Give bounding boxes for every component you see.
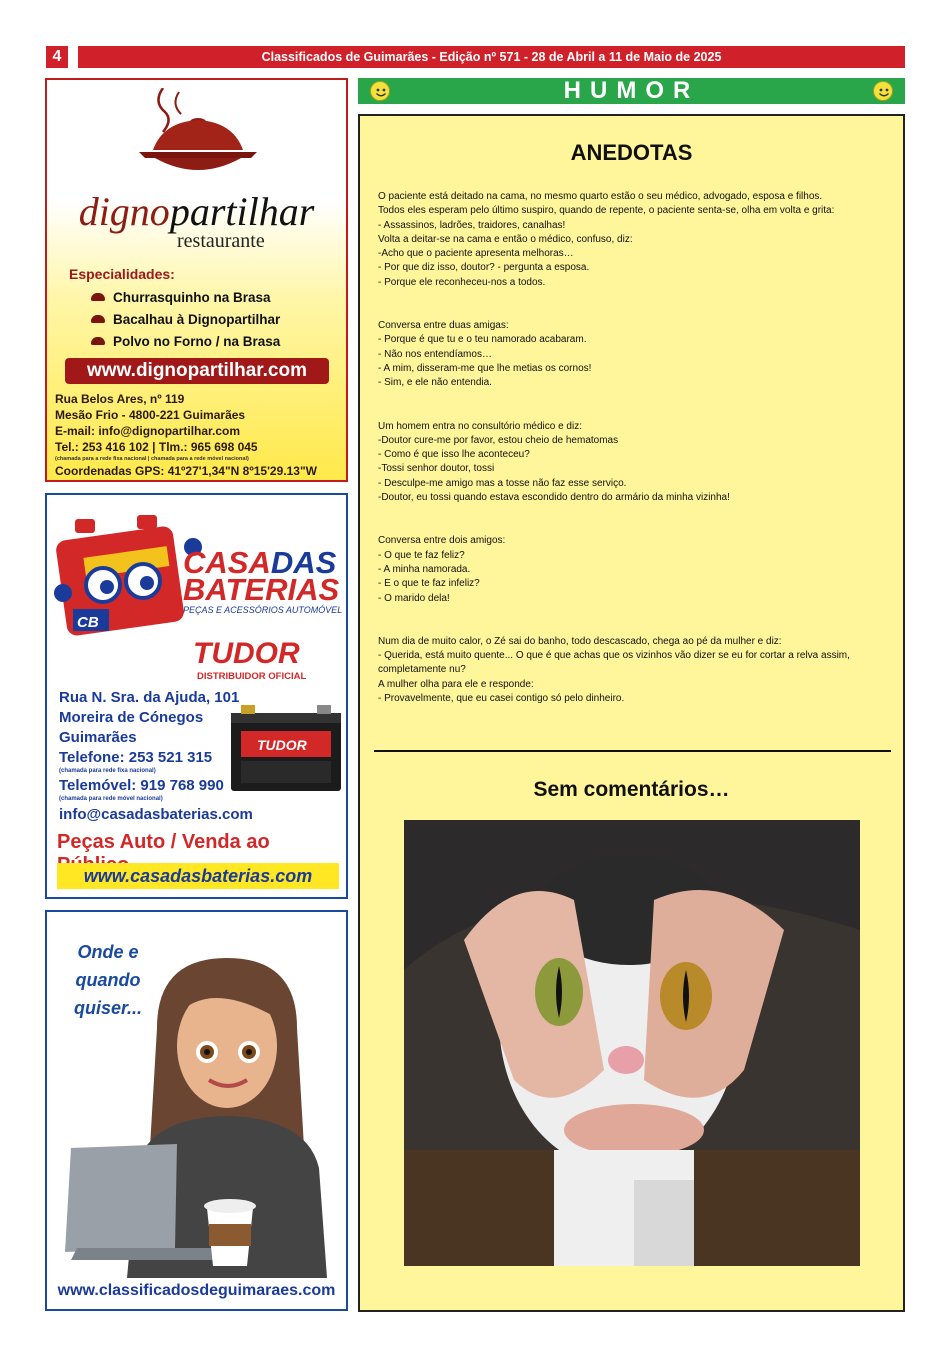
- website-link[interactable]: www.classificadosdeguimaraes.com: [57, 1282, 336, 1299]
- brand-logo: [47, 188, 346, 235]
- joke-line: -Tossi senhor doutor, tossi: [378, 463, 495, 475]
- mobile-text: Telemóvel: 919 768 990: [59, 777, 224, 794]
- mascot-label: CB: [77, 614, 99, 631]
- dish-icon: [91, 315, 105, 323]
- no-comment-title: Sem comentários…: [533, 778, 730, 801]
- page-number: 4: [46, 46, 68, 68]
- joke-line: -Acho que o paciente apresenta melhoras…: [378, 248, 574, 260]
- website-link[interactable]: www.dignopartilhar.com: [65, 358, 329, 384]
- brand-das: DAS: [270, 545, 337, 580]
- batteries-brand: [183, 545, 340, 607]
- gps-text: Coordenadas GPS: 41º27'1,34"N 8º15'29.13"W: [55, 464, 317, 478]
- brand-casa: CASA: [183, 545, 271, 580]
- email-text: info@casadasbaterias.com: [59, 806, 253, 823]
- jokes-list: [378, 190, 893, 735]
- joke-line: - A mim, disseram-me que lhe metias os cornos!: [378, 362, 592, 374]
- section-divider: [374, 750, 891, 752]
- joke-line: - Querida, está muito quente... O que é que achas que os vizinhos vão dizer se eu for cortar a relva assim, completamente nu?: [378, 650, 850, 676]
- joke-line: - Porque é que tu e o teu namorado acabaram.: [378, 334, 587, 346]
- specialties-title: Especialidades:: [69, 266, 175, 282]
- address-line: Mesão Frio - 4800-221 Guimarães: [55, 408, 246, 422]
- joke-item: [378, 190, 893, 290]
- joke-line: - E o que te faz infeliz?: [378, 578, 480, 590]
- joke-line: O paciente está deitado na cama, no mesmo quarto estão o seu médico, advogado, esposa e filhos.: [378, 191, 823, 202]
- specialty-label: Churrasquinho na Brasa: [113, 290, 271, 305]
- jokes-title: ANEDOTAS: [570, 140, 693, 165]
- tagline: Peças Auto / Venda ao: [57, 831, 270, 853]
- battery-mascot-icon: [53, 513, 203, 645]
- joke-line: Volta a deitar-se na cama e então o médico, confuso, diz:: [378, 233, 633, 245]
- specialty-item: [91, 312, 280, 327]
- joke-line: Num dia de muito calor, o Zé sai do banho, todo descascado, chega ao pé da mulher e diz:: [378, 635, 782, 647]
- joke-line: Todos eles esperam pelo último suspiro, quando de repente, o paciente senta-se, olha em volta e grita:: [378, 205, 835, 217]
- address-line: Guimarães: [59, 729, 137, 746]
- joke-line: - O marido dela!: [378, 592, 450, 604]
- brand-digno: digno: [78, 189, 170, 234]
- joke-item: [378, 319, 893, 390]
- joke-line: - A minha namorada.: [378, 563, 471, 575]
- joke-item: [378, 420, 893, 506]
- joke-line: - Provavelmente, que eu casei contigo só pelo dinheiro.: [378, 693, 625, 705]
- section-humor-bar: [358, 78, 905, 104]
- woman-laptop-illustration: [57, 948, 347, 1278]
- joke-line: Conversa entre dois amigos:: [378, 535, 506, 547]
- joke-line: - Assassinos, ladrões, traidores, canalhas!: [378, 219, 566, 231]
- brand-partilhar: partilhar: [169, 189, 315, 234]
- email-text: E-mail: info@dignopartilhar.com: [55, 424, 241, 438]
- address-line: Rua Belos Ares, nº 119: [55, 392, 185, 406]
- specialty-item: [91, 334, 280, 349]
- smiley-icon: [370, 81, 390, 101]
- battery-label: TUDOR: [257, 737, 307, 753]
- joke-line: - O que te faz feliz?: [378, 549, 465, 561]
- jokes-panel: [358, 114, 905, 1312]
- joke-line: - Sim, e ele não entendia.: [378, 377, 492, 389]
- tudor-logo: TUDOR: [193, 637, 300, 670]
- dish-icon: [91, 337, 105, 345]
- joke-line: -Doutor cure-me por favor, estou cheio de hematomas: [378, 434, 619, 446]
- joke-item: [378, 534, 893, 605]
- address-line: Moreira de Cónegos: [59, 709, 204, 726]
- ad-casa-das-baterias: [45, 493, 348, 899]
- joke-item: [378, 635, 893, 706]
- phone-text: Telefone: 253 521 315: [59, 749, 213, 766]
- car-battery-image: [227, 701, 345, 793]
- phones-note: (chamada para a rede fixa nacional | chamada para a rede móvel nacional): [55, 456, 249, 462]
- joke-line: - Por que diz isso, doutor? - pergunta a esposa.: [378, 262, 590, 274]
- cat-photo: [404, 820, 860, 1266]
- phones-text: Tel.: 253 416 102 | Tlm.: 965 698 045: [55, 440, 258, 454]
- smiley-icon: [873, 81, 893, 101]
- brand-baterias: BATERIAS: [183, 572, 340, 607]
- specialty-item: [91, 290, 271, 305]
- joke-line: -Doutor, eu tossi quando estava escondido dentro do armário da minha vizinha!: [378, 492, 730, 504]
- brand-subtitle: restaurante: [177, 230, 265, 252]
- address-line: Rua N. Sra. da Ajuda, 101: [59, 689, 240, 706]
- mobile-note: (chamada para rede móvel nacional): [59, 796, 163, 802]
- header-title: Classificados de Guimarães - Edição nº 571 - 28 de Abril a 11 de Maio de 2025: [78, 46, 905, 68]
- joke-line: Conversa entre duas amigas:: [378, 320, 509, 332]
- dish-icon: [91, 293, 105, 301]
- section-title: HUMOR: [563, 77, 700, 104]
- joke-line: Um homem entra no consultório médico e diz:: [378, 420, 582, 432]
- specialty-label: Polvo no Forno / na Brasa: [113, 334, 281, 349]
- ad-classificados: [45, 910, 348, 1311]
- joke-line: - Porque ele reconheceu-nos a todos.: [378, 276, 546, 288]
- joke-line: - Não nos entendíamos…: [378, 348, 492, 360]
- joke-line: A mulher olha para ele e responde:: [378, 678, 534, 690]
- headline: Onde e quando quiser...: [73, 942, 143, 1018]
- joke-line: - Desculpe-me amigo mas a tosse não faz esse serviço.: [378, 477, 627, 489]
- website-link[interactable]: www.casadasbaterias.com: [57, 863, 339, 889]
- phone-note: (chamada para rede fixa nacional): [59, 768, 156, 774]
- tudor-subtitle: DISTRIBUIDOR OFICIAL: [197, 671, 307, 682]
- joke-line: - Como é que isso lhe aconteceu?: [378, 449, 530, 461]
- ad-dignopartilhar: [45, 78, 348, 482]
- batteries-subtitle: PEÇAS E ACESSÓRIOS AUTOMÓVEL: [183, 605, 343, 615]
- specialty-label: Bacalhau à Dignopartilhar: [113, 312, 281, 327]
- tagine-pot-icon: [133, 88, 263, 184]
